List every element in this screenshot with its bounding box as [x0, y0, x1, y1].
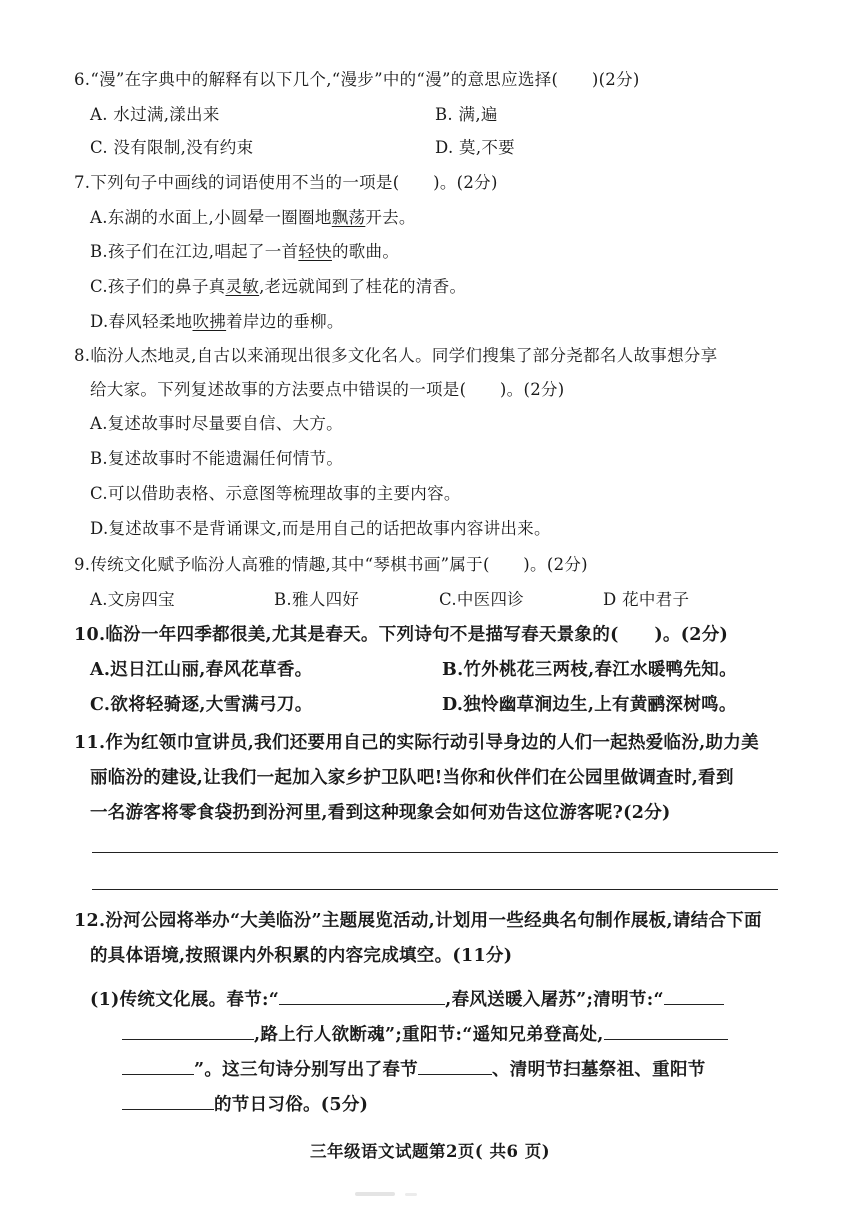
q12-text: 、清明节扫墓祭祖、重阳节	[491, 1060, 706, 1080]
q11-answer-line-1[interactable]	[92, 852, 778, 853]
q9-option-a: A.文房四宝	[90, 590, 175, 609]
q7-option-a	[90, 206, 820, 230]
q10-option-c: C.欲将轻骑逐,大雪满弓刀。	[90, 695, 313, 715]
q7-d-underlined: 吹拂	[192, 312, 227, 331]
q11-answer-line-2[interactable]	[92, 889, 778, 890]
q6-option-d: D. 莫,不要	[435, 138, 515, 157]
q8-option-d: D.复述故事不是背诵课文,而是用自己的话把故事内容讲出来。	[90, 519, 551, 538]
blank-chongyang-custom[interactable]	[122, 1091, 214, 1110]
q11-line1: 11.作为红领巾宣讲员,我们还要用自己的实际行动引导身边的人们一起热爱临汾,助力美	[74, 733, 759, 753]
blank-qingming-start[interactable]	[664, 986, 724, 1005]
q8-option-c: C.可以借助表格、示意图等梳理故事的主要内容。	[90, 484, 461, 503]
q12-text: 的节日习俗。(5分)	[214, 1095, 369, 1115]
q7-b-underlined: 轻快	[298, 242, 332, 261]
page-footer: 三年级语文试题第2页( 共6 页)	[309, 1142, 551, 1161]
q6-option-a: A. 水过满,漾出来	[90, 105, 220, 124]
q10-option-a: A.迟日江山丽,春风花草香。	[90, 660, 313, 680]
q7-b-text-end: 的歌曲。	[331, 242, 400, 261]
q9-options	[90, 588, 820, 612]
q7-c-text: C.孩子们的鼻子真	[90, 277, 226, 296]
q7-a-text-end: 开去。	[365, 208, 416, 227]
q6-option-c: C. 没有限制,没有约束	[90, 138, 254, 157]
q12-line2: 的具体语境,按照课内外积累的内容完成填空。(11分)	[90, 946, 513, 966]
q9-option-d: D 花中君子	[603, 590, 690, 609]
q7-stem: 7.下列句子中画线的词语使用不当的一项是( )。(2分)	[74, 173, 498, 192]
scan-mark	[405, 1193, 417, 1196]
q12-part1-line2	[122, 1021, 820, 1047]
q10-option-d: D.独怜幽草涧边生,上有黄鹂深树鸣。	[442, 695, 737, 715]
q12-part1-line3	[122, 1056, 820, 1082]
q8-stem-line2: 给大家。下列复述故事的方法要点中错误的一项是( )。(2分)	[90, 380, 565, 399]
q10-options-row2	[90, 693, 820, 717]
q7-c-text-end: ,老远就闻到了桂花的清香。	[259, 277, 467, 296]
blank-qingming[interactable]	[122, 1021, 254, 1040]
q12-part1-line1	[90, 986, 820, 1012]
q8-option-b: B.复述故事时不能遗漏任何情节。	[90, 449, 344, 468]
q7-a-text: A.东湖的水面上,小圆晕一圈圈地	[90, 208, 332, 227]
q9-option-b: B.雅人四好	[274, 590, 360, 609]
q10-options-row1	[90, 658, 820, 682]
q12-part1-line4	[122, 1091, 820, 1117]
q9-option-c: C.中医四诊	[439, 590, 525, 609]
q6-options-row2	[90, 136, 820, 160]
q12-text: ”。这三句诗分别写出了春节	[194, 1060, 418, 1080]
blank-chongyang-end[interactable]	[122, 1056, 194, 1075]
q6-stem: 6.“漫”在字典中的解释有以下几个,“漫步”中的“漫”的意思应选择( )(2分)	[74, 70, 640, 89]
blank-chunjie-custom[interactable]	[418, 1056, 492, 1075]
q12-text: (1)传统文化展。春节:“	[90, 990, 280, 1010]
q7-option-d	[90, 310, 820, 334]
q11-line2: 丽临汾的建设,让我们一起加入家乡护卫队吧!当你和伙伴们在公园里做调查时,看到	[90, 768, 734, 788]
blank-chunjie[interactable]	[279, 986, 445, 1005]
q8-stem-line1: 8.临汾人杰地灵,自古以来涌现出很多文化名人。同学们搜集了部分尧都名人故事想分享	[74, 346, 718, 365]
q6-option-b: B. 满,遍	[435, 105, 498, 124]
q11-line3: 一名游客将零食袋扔到汾河里,看到这种现象会如何劝告这位游客呢?(2分)	[90, 803, 671, 823]
q7-c-underlined: 灵敏	[225, 277, 260, 296]
q7-d-text-end: 着岸边的垂柳。	[226, 312, 344, 331]
q12-line1: 12.汾河公园将举办“大美临汾”主题展览活动,计划用一些经典名句制作展板,请结合下面	[74, 911, 762, 931]
q7-d-text: D.春风轻柔地	[90, 312, 193, 331]
q12-text: ,路上行人欲断魂”;重阳节:“遥知兄弟登高处,	[254, 1025, 604, 1045]
q12-text: ,春风送暖入屠苏”;清明节:“	[445, 990, 664, 1010]
blank-chongyang[interactable]	[604, 1021, 728, 1040]
q6-options-row1	[90, 103, 820, 127]
q7-a-underlined: 飘荡	[331, 208, 366, 227]
q8-option-a: A.复述故事时尽量要自信、大方。	[90, 414, 343, 433]
q7-option-c	[90, 275, 820, 299]
scan-mark	[355, 1192, 395, 1196]
q7-option-b	[90, 240, 820, 264]
q10-stem: 10.临汾一年四季都很美,尤其是春天。下列诗句不是描写春天景象的( )。(2分)	[74, 625, 729, 645]
q7-b-text: B.孩子们在江边,唱起了一首	[90, 242, 299, 261]
q10-option-b: B.竹外桃花三两枝,春江水暖鸭先知。	[442, 660, 737, 680]
q9-stem: 9.传统文化赋予临汾人高雅的情趣,其中“琴棋书画”属于( )。(2分)	[74, 555, 588, 574]
